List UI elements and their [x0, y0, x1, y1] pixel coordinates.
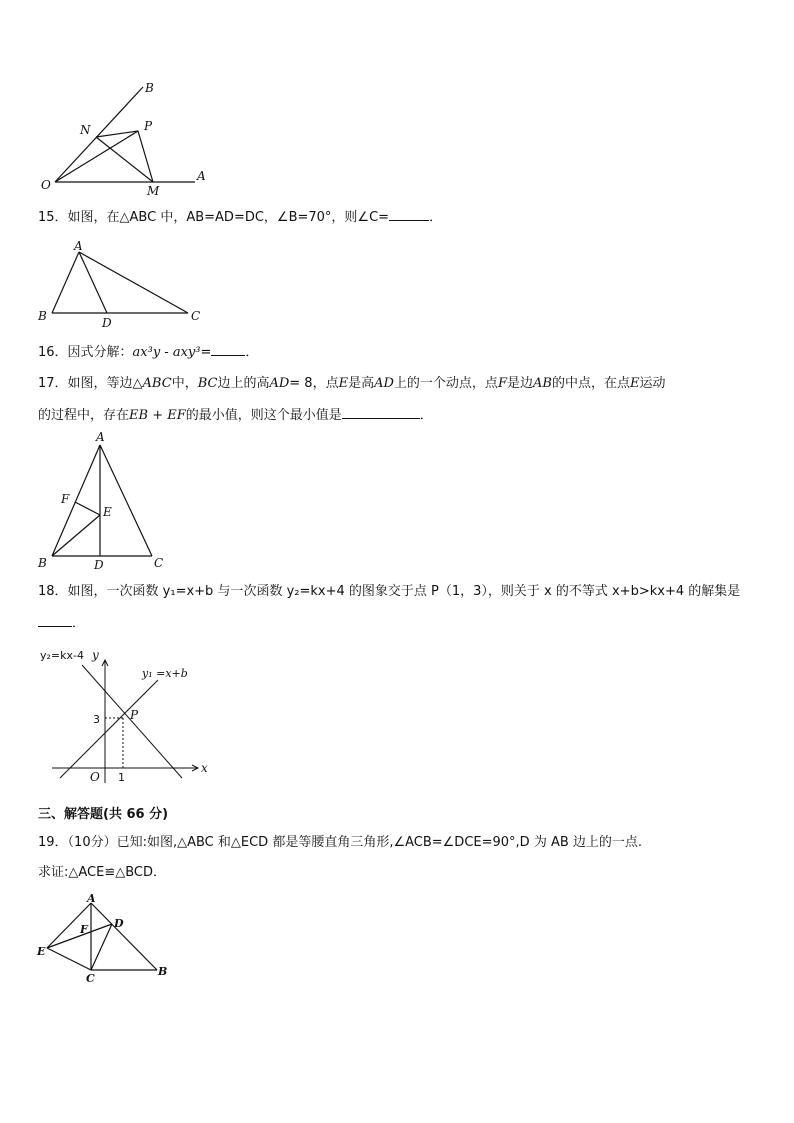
q16-text: 16．因式分解：	[38, 345, 133, 360]
q18-text: 18．如图，一次函数 y₁=x+b 与一次函数 y₂=kx+4 的图象交于点 P（1，3），则关于 x 的不等式 x+b>kx+4 的解集是	[38, 584, 741, 599]
label-d: D	[114, 917, 124, 930]
y-axis-label: y	[92, 648, 99, 662]
y2-function-label: y₂=kx-4	[40, 649, 84, 662]
label-b: B	[145, 81, 154, 95]
q15-text: 15．如图，在△ABC 中，AB=AD=DC，∠B=70°，则∠C=	[38, 210, 390, 225]
q17-math: BC	[197, 376, 218, 391]
label-d: D	[102, 316, 112, 330]
question-19-line-1: 19．（10分）已知:如图,△ABC 和△ECD 都是等腰直角三角形,∠ACB=∠DCE=90°,D 为 AB 边上的一点.	[38, 835, 643, 850]
q17-text: 中，	[171, 376, 198, 391]
q17-math: E	[338, 376, 349, 391]
label-a: A	[74, 239, 83, 253]
label-b: B	[38, 309, 47, 323]
q17-text: 的过程中，存在	[38, 408, 130, 423]
q17-text-end: ．	[419, 408, 433, 423]
q15-text-end: ．	[429, 210, 443, 225]
q17-text: 的中点，在点	[551, 376, 630, 391]
q17-math: EB + EF	[129, 408, 186, 423]
label-p: P	[130, 708, 139, 722]
label-c: C	[86, 972, 95, 985]
label-b: B	[158, 965, 168, 978]
q17-math: E	[629, 376, 640, 391]
q16-equals: =	[200, 345, 212, 360]
label-d: D	[94, 558, 104, 572]
label-c: C	[191, 309, 201, 323]
q17-math: AB	[532, 376, 552, 391]
q17-text: 的最小值，则这个最小值是	[185, 408, 342, 423]
q16-text-end: ．	[245, 345, 259, 360]
q17-text: 边上的高	[217, 376, 270, 391]
label-m: M	[147, 184, 160, 198]
x-axis-label: x	[201, 761, 208, 775]
q16-expression: ax³y - axy³	[132, 345, 201, 360]
label-origin: O	[90, 770, 100, 784]
q17-text: 运动	[639, 376, 666, 391]
q17-math: AD	[269, 376, 290, 391]
label-e: E	[37, 945, 46, 958]
question-19-line-2: 求证:△ACE≌△BCD．	[38, 865, 167, 880]
label-a: A	[87, 892, 96, 905]
label-f: F	[80, 923, 88, 936]
label-c: C	[154, 556, 164, 570]
label-a: A	[96, 430, 105, 444]
q17-text: 上的一个动点，点	[393, 376, 498, 391]
q17-math: △ABC	[132, 376, 172, 391]
q18-text-end: ．	[72, 616, 86, 631]
q17-text: 17．如图，等边	[38, 376, 133, 391]
label-e: E	[103, 505, 112, 519]
q17-math: AD	[374, 376, 394, 391]
label-a: A	[197, 169, 206, 183]
y1-function-label: y₁ =x+b	[142, 667, 188, 680]
q17-math: = 8	[289, 376, 313, 391]
q17-text: 是边	[506, 376, 533, 391]
q17-text: 是高	[348, 376, 375, 391]
tick-label-1: 1	[118, 771, 125, 784]
label-f: F	[61, 492, 70, 506]
label-p: P	[144, 119, 153, 133]
section-heading: 三、解答题(共 66 分)	[38, 807, 169, 822]
label-o: O	[41, 178, 51, 192]
q17-text: ，点	[312, 376, 339, 391]
tick-label-3: 3	[93, 713, 100, 726]
q17-math: F	[497, 376, 507, 391]
label-b: B	[38, 556, 47, 570]
label-n: N	[80, 123, 91, 137]
